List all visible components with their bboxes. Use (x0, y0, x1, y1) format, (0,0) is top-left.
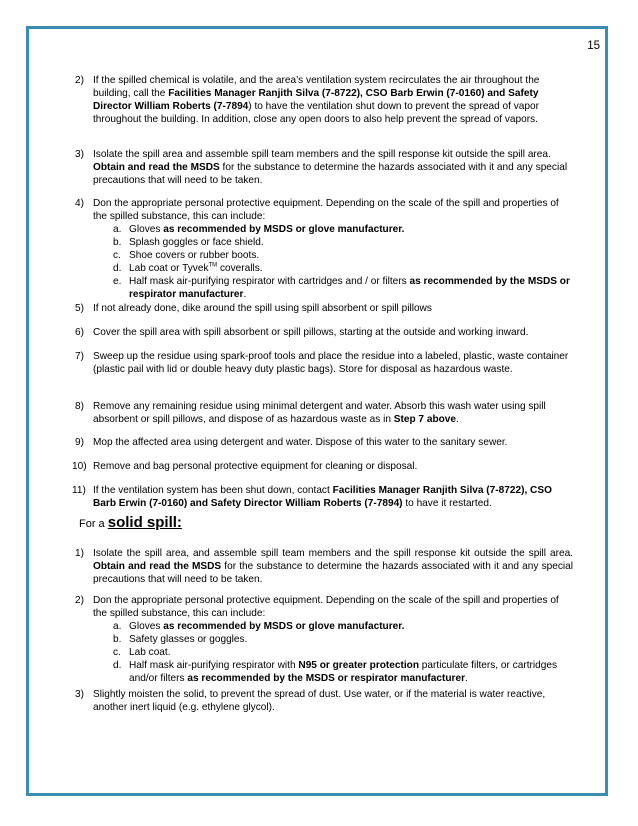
sub-item: d. Lab coat or Tyvek™ coveralls. (113, 262, 263, 274)
sub-item: a. Gloves as recommended by MSDS or glove manufacturer. (113, 224, 405, 235)
sub-item: a. Gloves as recommended by MSDS or glove manufacturer. (113, 621, 405, 632)
list-item: 3) Slightly moisten the solid, to prevent the spread of dust. Use water, or if the material is water reactive, another inert liquid (e.g. ethylene glycol). (75, 689, 546, 713)
list-item: 9) Mop the affected area using detergent and water. Dispose of this water to the sanitary sewer. (75, 437, 508, 448)
sub-item: d. Half mask air-purifying respirator with N95 or greater protection particulate filters, or cartridges and/or filters as recommended by the MSDS or respirator manufacturer. (113, 660, 558, 684)
sub-item: c. Shoe covers or rubber boots. (113, 250, 260, 261)
list-item: 2) Don the appropriate personal protective equipment. Depending on the scale of the spill and properties of the spilled substance, this can include: a. Gloves as recommended by MSDS or glove manufacturer. b. Safety glasses or goggles. c. Lab coat. d. Half mask air-purifying respirator with N95 or greater protection particulate filters, or cartridges and/or filters as recommended by the MSDS or respirator manufacturer. (93, 594, 573, 685)
sub-item: c. Lab coat. (113, 647, 171, 658)
list-item: 10) Remove and bag personal protective equipment for cleaning or disposal. (72, 461, 418, 472)
list-item: 2) If the spilled chemical is volatile, and the area’s ventilation system recirculates the air throughout the building, call the Facilities Manager Ranjith Silva (7-8722), CSO Barb Erwin (7-0160) and Safety Director William Roberts (7-7894) to have the ventilation shut down to prevent the spread of vapor throughout the building. In addition, close any open doors to also help prevent the spread of vapors. (75, 75, 540, 125)
list-item: 1) Isolate the spill area, and assemble spill team members and the spill response kit outside the spill area. Obtain and read the MSDS for the substance to determine the hazards associated with it and any special precautions that will need to be taken. (75, 548, 573, 585)
sub-item: b. Splash goggles or face shield. (113, 237, 264, 248)
section-heading: For a solid spill: (79, 514, 182, 531)
list-item: 8) Remove any remaining residue using minimal detergent and water. Absorb this wash water using spill absorbent or spill pillows, and dispose of as hazardous waste as in Step 7 above. (75, 401, 546, 425)
sub-item: e. Half mask air-purifying respirator with cartridges and / or filters as recommended by the MSDS or respirator manufacturer. (113, 276, 570, 300)
page-number: 15 (587, 40, 600, 52)
list-item: 3) Isolate the spill area and assemble spill team members and the spill response kit outside the spill area. Obtain and read the MSDS for the substance to determine the hazards associated with it and any special precautions that will need to be taken. (75, 149, 568, 186)
sub-item: b. Safety glasses or goggles. (113, 634, 248, 645)
list-item: 11) If the ventilation system has been shut down, contact Facilities Manager Ranjith Silva (7-8722), CSO Barb Erwin (7-0160) and Safety Director William Roberts (7-7894) to have it restarted. (72, 485, 552, 509)
list-item: 4) Don the appropriate personal protective equipment. Depending on the scale of the spill and properties of the spilled substance, this can include: a. Gloves as recommended by MSDS or glove manufacturer. b. Splash goggles or face shield. c. Shoe covers or rubber boots. d. Lab coat or Tyvek™ coveralls. e. Half mask air-purifying respirator with cartridges and / or filters as recommended by the MSDS or respirator manufacturer. (93, 197, 573, 301)
list-item: 5) If not already done, dike around the spill using spill absorbent or spill pillows (75, 303, 432, 314)
list-item: 6) Cover the spill area with spill absorbent or spill pillows, starting at the outside and working inward. (75, 327, 529, 338)
list-item: 7) Sweep up the residue using spark-proof tools and place the residue into a labeled, plastic, waste container (plastic pail with lid or double heavy duty plastic bags). Store for disposal as hazardous waste. (75, 351, 569, 375)
